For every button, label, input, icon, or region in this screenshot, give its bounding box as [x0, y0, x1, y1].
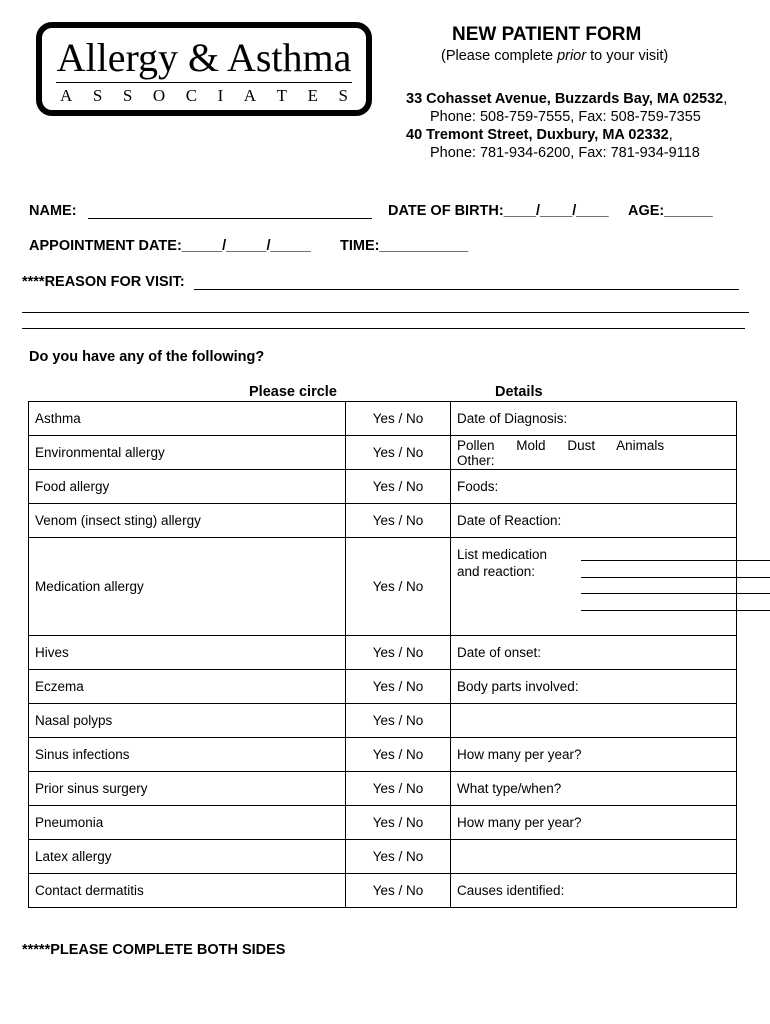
address-2: 40 Tremont Street, Duxbury, MA 02332, — [406, 127, 673, 143]
yes-no-choice[interactable]: Yes / No — [346, 436, 451, 470]
address-2-phone: Phone: 781-934-6200, Fax: 781-934-9118 — [430, 145, 700, 161]
table-row — [29, 436, 737, 470]
yes-no-choice[interactable]: Yes / No — [346, 504, 451, 538]
condition-detail[interactable]: Foods: — [451, 470, 737, 504]
medication-line[interactable] — [581, 560, 770, 561]
yes-no-choice[interactable]: Yes / No — [346, 670, 451, 704]
allergen-option[interactable]: Animals — [616, 437, 665, 453]
condition-detail[interactable]: Date of Diagnosis: — [451, 402, 737, 436]
logo-letter: A — [243, 86, 257, 105]
condition-name: Medication allergy — [29, 538, 346, 636]
condition-name: Prior sinus surgery — [29, 772, 346, 806]
table-row — [29, 504, 737, 538]
condition-detail[interactable]: Body parts involved: — [451, 670, 737, 704]
address-1-street: 33 Cohasset Avenue, Buzzards Bay, MA 02532 — [406, 91, 724, 107]
condition-detail[interactable] — [451, 704, 737, 738]
yes-no-choice[interactable]: Yes / No — [346, 636, 451, 670]
reason-label: ****REASON FOR VISIT: — [22, 274, 185, 290]
table-row — [29, 670, 737, 704]
condition-detail[interactable]: Date of Reaction: — [451, 504, 737, 538]
dob-label[interactable]: DATE OF BIRTH:____/____/____ — [388, 203, 609, 219]
logo-letter: E — [307, 86, 318, 105]
table-row — [29, 402, 737, 436]
logo-letter: I — [217, 86, 224, 105]
logo-letter: S — [122, 86, 133, 105]
medication-line[interactable] — [581, 610, 770, 611]
condition-name: Sinus infections — [29, 738, 346, 772]
table-row — [29, 704, 737, 738]
allergen-option[interactable]: Dust — [567, 437, 596, 453]
subtitle-post: to your visit) — [586, 48, 669, 64]
logo-letter: S — [92, 86, 103, 105]
column-details: Details — [495, 384, 543, 400]
condition-detail[interactable]: Causes identified: — [451, 874, 737, 908]
subtitle-emphasis: prior — [557, 48, 587, 64]
condition-name: Eczema — [29, 670, 346, 704]
logo-letter: O — [152, 86, 166, 105]
time-label[interactable]: TIME:___________ — [340, 238, 469, 254]
condition-name: Contact dermatitis — [29, 874, 346, 908]
table-row — [29, 840, 737, 874]
yes-no-choice[interactable]: Yes / No — [346, 840, 451, 874]
medication-label-line2: and reaction: — [457, 564, 536, 579]
condition-detail[interactable] — [451, 538, 737, 636]
logo-subtitle — [60, 86, 348, 106]
yes-no-choice[interactable]: Yes / No — [346, 772, 451, 806]
address-1-phone: Phone: 508-759-7555, Fax: 508-759-7355 — [430, 109, 701, 125]
name-label: NAME: — [29, 203, 77, 219]
condition-name: Pneumonia — [29, 806, 346, 840]
condition-name: Latex allergy — [29, 840, 346, 874]
condition-detail[interactable]: What type/when? — [451, 772, 737, 806]
table-row — [29, 772, 737, 806]
appointment-date-label[interactable]: APPOINTMENT DATE:_____/_____/_____ — [29, 238, 311, 254]
table-row — [29, 470, 737, 504]
condition-detail[interactable]: How many per year? — [451, 806, 737, 840]
condition-detail[interactable] — [451, 436, 737, 470]
table-row — [29, 538, 737, 636]
subtitle-pre: (Please complete — [441, 48, 558, 64]
table-row — [29, 636, 737, 670]
yes-no-choice[interactable]: Yes / No — [346, 738, 451, 772]
condition-name: Venom (insect sting) allergy — [29, 504, 346, 538]
logo-letter: T — [276, 86, 288, 105]
yes-no-choice[interactable]: Yes / No — [346, 538, 451, 636]
allergen-option[interactable]: Mold — [516, 437, 546, 453]
logo-letter: S — [338, 86, 348, 105]
logo-letter: C — [185, 86, 198, 105]
yes-no-choice[interactable]: Yes / No — [346, 402, 451, 436]
condition-name: Food allergy — [29, 470, 346, 504]
yes-no-choice[interactable]: Yes / No — [346, 470, 451, 504]
logo-divider — [56, 82, 352, 83]
yes-no-choice[interactable]: Yes / No — [346, 704, 451, 738]
form-subtitle — [441, 48, 668, 64]
condition-name: Hives — [29, 636, 346, 670]
address-2-street: 40 Tremont Street, Duxbury, MA 02332 — [406, 127, 669, 143]
table-row — [29, 738, 737, 772]
medication-line[interactable] — [581, 577, 770, 578]
age-label[interactable]: AGE:______ — [628, 203, 713, 219]
logo-title: Allergy & Asthma — [56, 35, 352, 80]
form-title: NEW PATIENT FORM — [452, 24, 642, 45]
name-field[interactable] — [88, 218, 372, 219]
condition-detail[interactable] — [451, 840, 737, 874]
reason-line-2[interactable] — [22, 312, 749, 313]
table-row — [29, 874, 737, 908]
column-please-circle: Please circle — [249, 384, 337, 400]
allergen-option[interactable]: Other: — [457, 452, 495, 468]
address-1: 33 Cohasset Avenue, Buzzards Bay, MA 02532, — [406, 91, 728, 107]
logo-letter: A — [60, 86, 73, 105]
reason-line-3[interactable] — [22, 328, 745, 329]
table-row — [29, 806, 737, 840]
footer-note: *****PLEASE COMPLETE BOTH SIDES — [22, 942, 286, 958]
medication-label — [457, 546, 547, 580]
yes-no-choice[interactable]: Yes / No — [346, 874, 451, 908]
condition-detail[interactable]: How many per year? — [451, 738, 737, 772]
yes-no-choice[interactable]: Yes / No — [346, 806, 451, 840]
condition-name: Nasal polyps — [29, 704, 346, 738]
reason-field[interactable] — [194, 289, 739, 290]
condition-name: Environmental allergy — [29, 436, 346, 470]
condition-detail[interactable]: Date of onset: — [451, 636, 737, 670]
practice-logo — [36, 22, 372, 116]
conditions-table — [28, 401, 737, 908]
question-heading: Do you have any of the following? — [29, 349, 265, 365]
medication-label-line1: List medication — [457, 547, 548, 562]
allergen-option[interactable]: Pollen — [457, 437, 495, 453]
medication-line[interactable] — [581, 593, 770, 594]
condition-name: Asthma — [29, 402, 346, 436]
